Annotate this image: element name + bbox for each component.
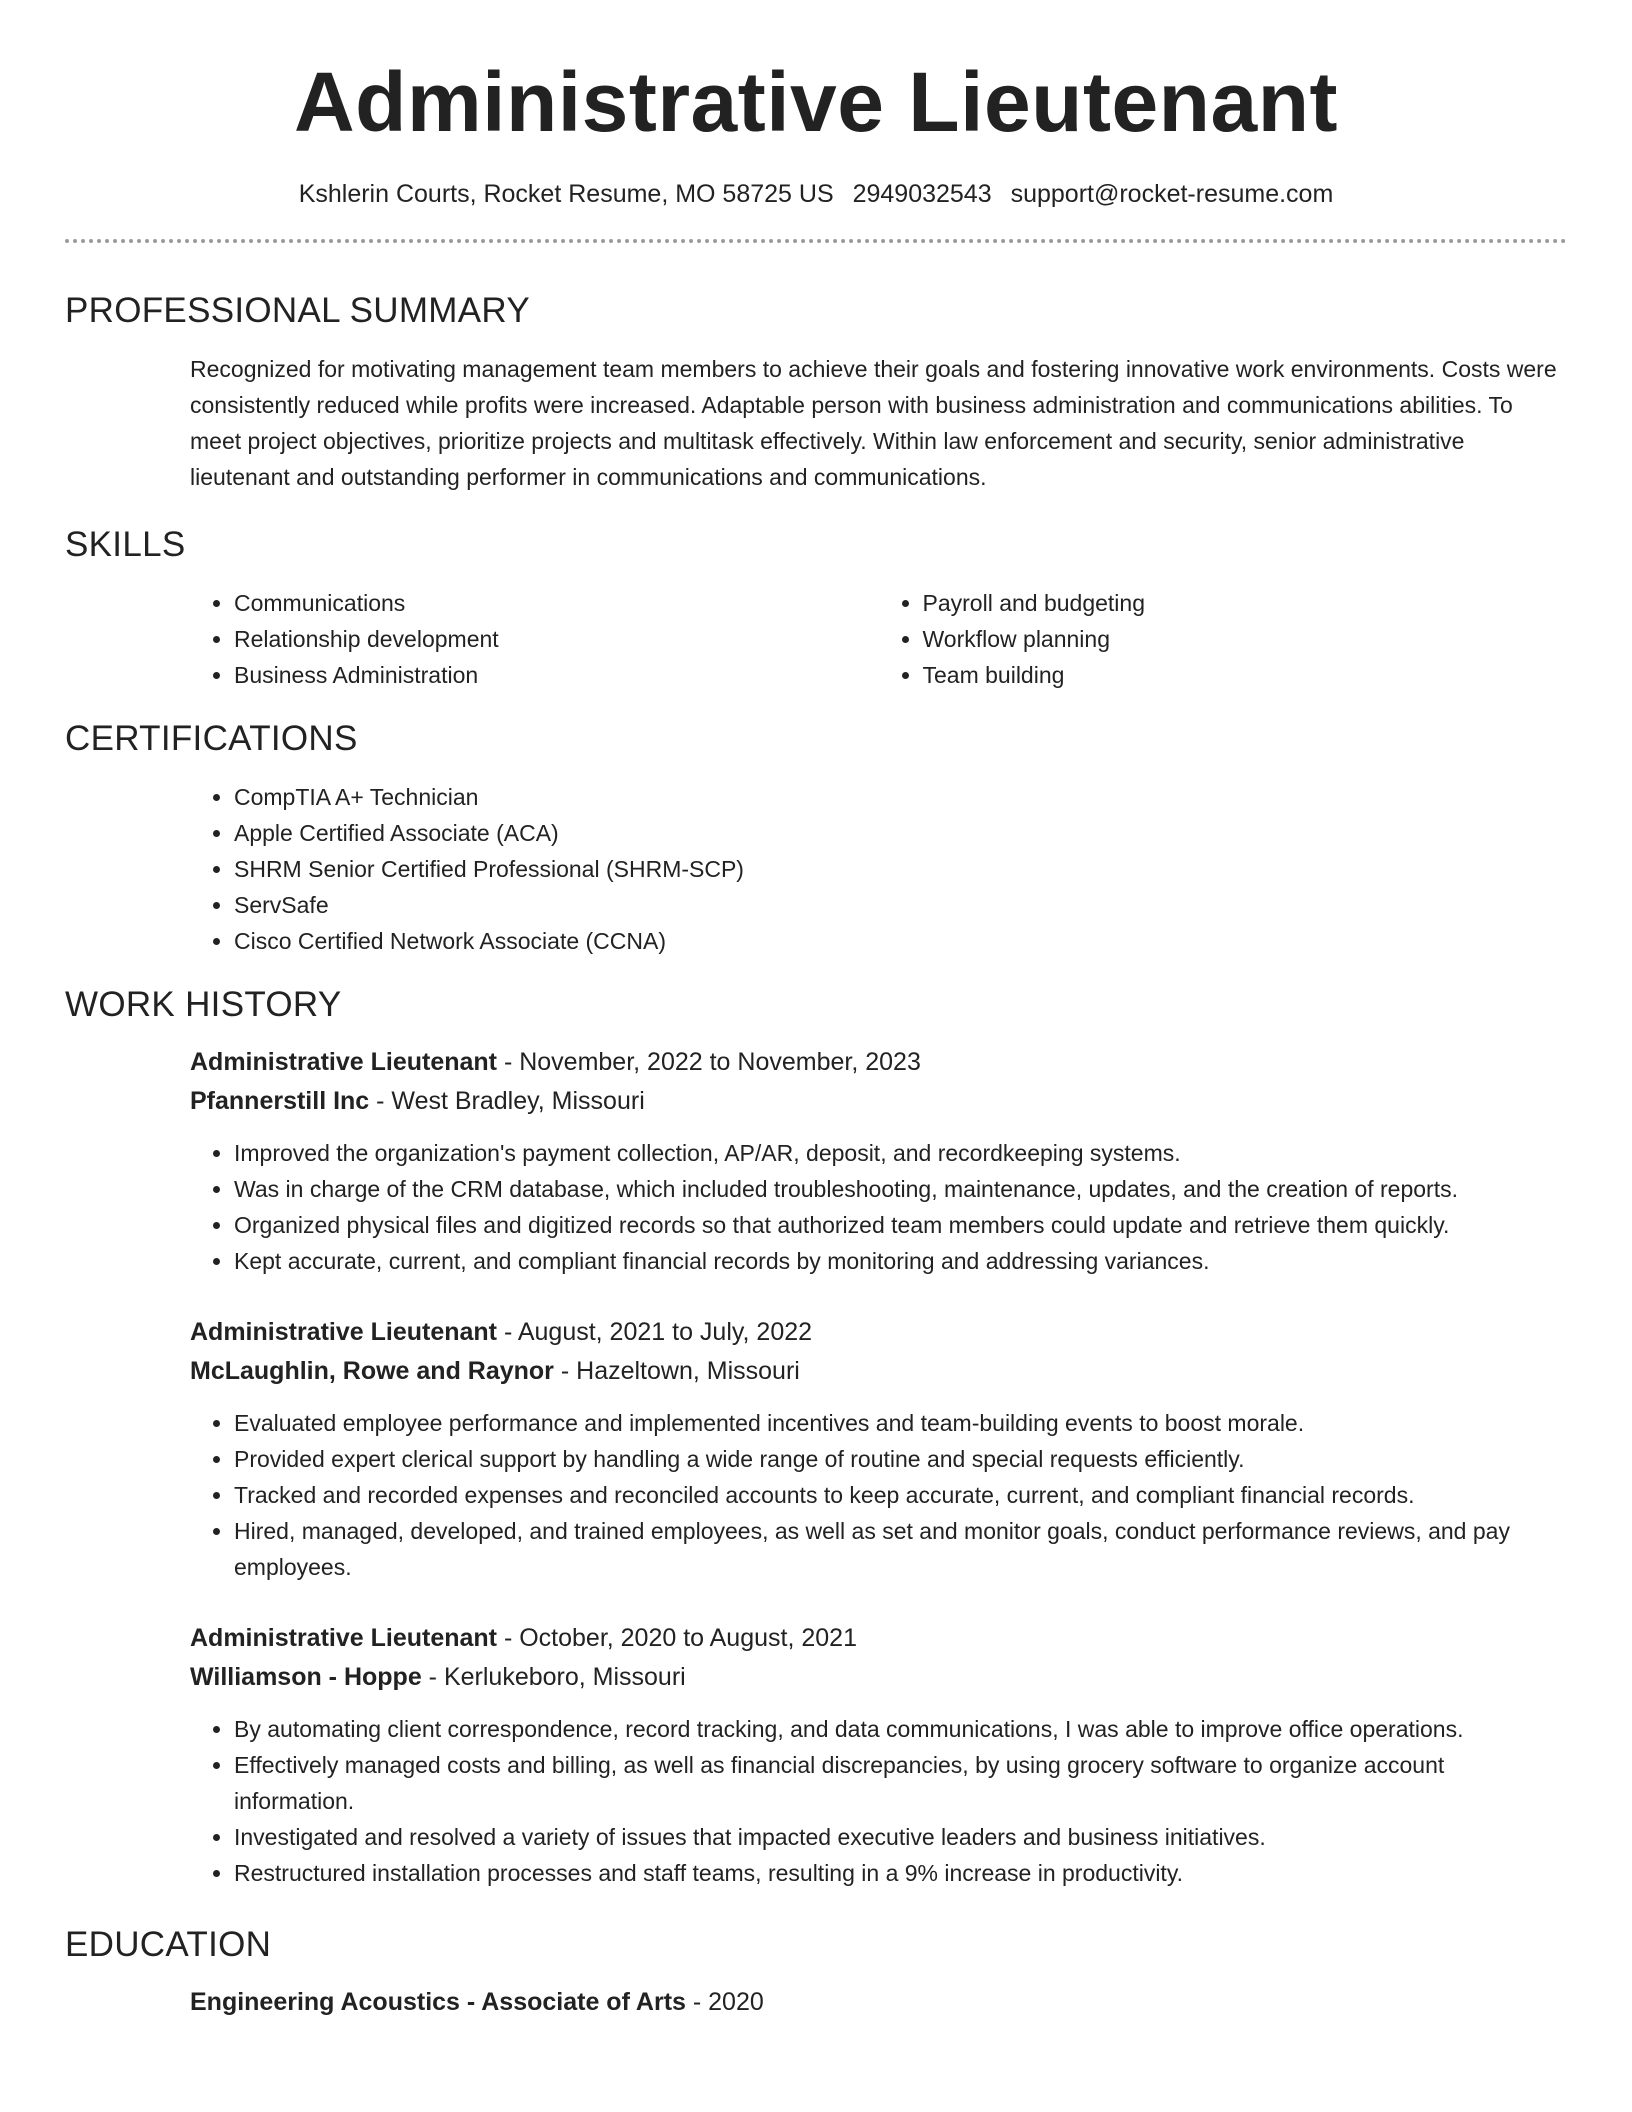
contact-address: Kshlerin Courts, Rocket Resume, MO 58725 US <box>298 180 834 208</box>
education-year: - 2020 <box>685 1988 764 2016</box>
job-title-line <box>190 1619 1567 1658</box>
skill-item: • Workflow planning <box>923 621 1568 657</box>
certifications-section <box>65 719 1567 959</box>
certifications-list <box>190 779 1567 959</box>
skills-list-left <box>190 585 879 693</box>
resume-name: Administrative Lieutenant <box>293 55 1338 149</box>
job-company-line <box>190 1658 1567 1697</box>
certification-item: • ServSafe <box>234 887 1567 923</box>
certification-item: • SHRM Senior Certified Professional (SHRM-SCP) <box>234 851 1567 887</box>
job-location: - Kerlukeboro, Missouri <box>421 1663 686 1691</box>
certification-item: • Apple Certified Associate (ACA) <box>234 815 1567 851</box>
skill-item: • Communications <box>234 585 879 621</box>
work-history-section <box>65 985 1567 1891</box>
section-title-skills: SKILLS <box>65 525 186 564</box>
job-bullet: • Effectively managed costs and billing, as well as financial discrepancies, by using grocery software to organize account information. <box>234 1747 1567 1819</box>
certification-item: • Cisco Certified Network Associate (CCNA) <box>234 923 1567 959</box>
job-company-line <box>190 1352 1567 1391</box>
skill-item: • Team building <box>923 657 1568 693</box>
job-dates: - October, 2020 to August, 2021 <box>497 1624 857 1652</box>
skill-item: • Business Administration <box>234 657 879 693</box>
summary-text: Recognized for motivating management team members to achieve their goals and fostering innovative work environments. Costs were consistently reduced while profits were increased. Adaptable person with business administration and communications abilities. To meet project objectives, prioritize projects and multitask effectively. Within law enforcement and security, senior administrative lieutenant and outstanding performer in communications and communications. <box>190 356 1557 490</box>
certification-item: • CompTIA A+ Technician <box>234 779 1567 815</box>
job-bullet: • Investigated and resolved a variety of issues that impacted executive leaders and business initiatives. <box>234 1819 1567 1855</box>
education-degree: Engineering Acoustics - Associate of Arts <box>190 1988 686 2016</box>
skills-list-right <box>879 585 1568 693</box>
job-location: - Hazeltown, Missouri <box>553 1357 800 1385</box>
skill-item: • Relationship development <box>234 621 879 657</box>
job-bullet: • Restructured installation processes and staff teams, resulting in a 9% increase in productivity. <box>234 1855 1567 1891</box>
job-entry <box>190 1313 1567 1585</box>
contact-line <box>65 180 1567 209</box>
job-company-line <box>190 1082 1567 1121</box>
job-dates: - August, 2021 to July, 2022 <box>497 1318 813 1346</box>
job-entry <box>190 1043 1567 1279</box>
education-line <box>190 1983 1567 2022</box>
section-title-certifications: CERTIFICATIONS <box>65 719 358 758</box>
job-bullet: • Hired, managed, developed, and trained employees, as well as set and monitor goals, conduct performance reviews, and pay employees. <box>234 1513 1567 1585</box>
job-bullet: • Evaluated employee performance and implemented incentives and team-building events to boost morale. <box>234 1405 1567 1441</box>
job-bullet: • By automating client correspondence, record tracking, and data communications, I was able to improve office operations. <box>234 1711 1567 1747</box>
skill-item: • Payroll and budgeting <box>923 585 1568 621</box>
header-divider <box>65 239 1567 243</box>
job-bullets <box>190 1711 1567 1891</box>
job-bullet: • Improved the organization's payment collection, AP/AR, deposit, and recordkeeping systems. <box>234 1135 1567 1171</box>
section-title-work: WORK HISTORY <box>65 985 342 1024</box>
job-title-line <box>190 1313 1567 1352</box>
job-bullets <box>190 1135 1567 1279</box>
job-company: Pfannerstill Inc <box>190 1087 370 1115</box>
contact-email: support@rocket-resume.com <box>1010 180 1334 208</box>
job-bullet: • Was in charge of the CRM database, which included troubleshooting, maintenance, updates, and the creation of reports. <box>234 1171 1567 1207</box>
job-bullet: • Kept accurate, current, and compliant financial records by monitoring and addressing variances. <box>234 1243 1567 1279</box>
job-bullet: • Tracked and recorded expenses and reconciled accounts to keep accurate, current, and compliant financial records. <box>234 1477 1567 1513</box>
job-company: McLaughlin, Rowe and Raynor <box>190 1357 554 1385</box>
job-role: Administrative Lieutenant <box>190 1624 497 1652</box>
job-location: - West Bradley, Missouri <box>369 1087 645 1115</box>
contact-phone: 2949032543 <box>852 180 992 208</box>
job-bullet: • Organized physical files and digitized records so that authorized team members could update and retrieve them quickly. <box>234 1207 1567 1243</box>
job-company: Williamson - Hoppe <box>190 1663 422 1691</box>
skills-section <box>65 525 1567 693</box>
job-role: Administrative Lieutenant <box>190 1048 497 1076</box>
section-title-education: EDUCATION <box>65 1925 272 1964</box>
job-title-line <box>190 1043 1567 1082</box>
job-dates: - November, 2022 to November, 2023 <box>497 1048 921 1076</box>
education-section <box>65 1925 1567 2022</box>
section-title-summary: PROFESSIONAL SUMMARY <box>65 291 530 330</box>
job-bullet: • Provided expert clerical support by handling a wide range of routine and special requests efficiently. <box>234 1441 1567 1477</box>
job-entry <box>190 1619 1567 1891</box>
job-role: Administrative Lieutenant <box>190 1318 497 1346</box>
summary-section <box>65 291 1567 495</box>
job-bullets <box>190 1405 1567 1585</box>
